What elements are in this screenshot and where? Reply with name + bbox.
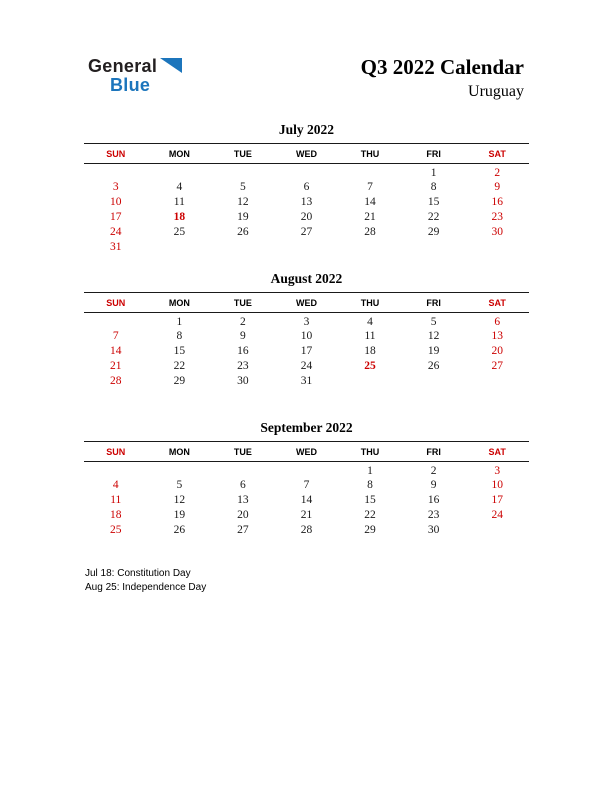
week-row (84, 328, 529, 343)
day-cell: 24 (491, 508, 503, 521)
empty-cell (84, 164, 148, 180)
day-cell: 21 (300, 508, 313, 521)
day-cell: 12 (427, 329, 440, 342)
general-blue-logo (88, 56, 182, 96)
day-cell: 9 (430, 478, 437, 491)
day-cell: 16 (491, 195, 503, 208)
day-cell: 4 (367, 316, 373, 328)
empty-cell (465, 240, 529, 255)
empty-cell (211, 462, 275, 478)
day-cell: 13 (491, 329, 503, 342)
day-cell: 31 (300, 375, 313, 388)
weekday-header-wed: WED (275, 442, 339, 462)
day-cell: 8 (430, 180, 437, 193)
day-cell: 15 (427, 195, 440, 208)
weekday-header-mon: MON (148, 442, 212, 462)
day-cell: 12 (237, 195, 249, 208)
empty-cell (148, 164, 212, 180)
day-cell: 6 (494, 316, 501, 328)
day-cell: 6 (303, 180, 310, 193)
week-row (84, 164, 529, 180)
day-cell: 23 (491, 210, 503, 223)
weekday-header-thu: THU (338, 293, 402, 313)
day-cell: 11 (364, 329, 376, 342)
weekday-header-fri: FRI (402, 442, 466, 462)
week-row (84, 240, 529, 255)
empty-cell (465, 523, 529, 538)
day-cell: 16 (427, 493, 440, 506)
page-subtitle: Uruguay (468, 83, 524, 100)
day-cell: 18 (173, 210, 186, 223)
day-cell: 26 (237, 226, 249, 239)
day-cell: 3 (494, 465, 501, 477)
day-cell: 3 (303, 316, 310, 328)
weekday-header-tue: TUE (211, 144, 275, 164)
week-row (84, 462, 529, 478)
day-cell: 30 (491, 226, 503, 239)
empty-cell (275, 462, 339, 478)
weekday-header-mon: MON (148, 144, 212, 164)
day-cell: 25 (364, 359, 376, 372)
week-row (84, 194, 529, 209)
day-cell: 29 (427, 226, 440, 239)
day-cell: 28 (364, 226, 376, 239)
week-row (84, 523, 529, 538)
week-row (84, 313, 529, 329)
month-table (84, 441, 529, 538)
empty-cell (84, 462, 148, 478)
month-table (84, 292, 529, 389)
empty-cell (84, 313, 148, 329)
day-cell: 18 (364, 344, 376, 357)
day-cell: 21 (364, 210, 376, 223)
day-cell: 24 (300, 359, 313, 372)
day-cell: 5 (240, 180, 246, 193)
day-cell: 25 (110, 524, 122, 537)
day-cell: 21 (110, 359, 122, 372)
empty-cell (211, 164, 275, 180)
weekday-header-tue: TUE (211, 293, 275, 313)
day-cell: 30 (427, 524, 440, 537)
day-cell: 4 (176, 180, 183, 193)
day-cell: 29 (173, 375, 186, 388)
day-cell: 19 (237, 210, 249, 223)
empty-cell (275, 240, 339, 255)
day-cell: 27 (237, 524, 249, 537)
day-cell: 8 (367, 478, 373, 491)
day-cell: 2 (430, 465, 437, 477)
day-cell: 9 (494, 180, 501, 193)
weekday-header-row (84, 442, 529, 462)
calendar-months (84, 121, 529, 568)
week-row (84, 209, 529, 224)
month-title: September 2022 (260, 420, 353, 435)
day-cell: 20 (491, 344, 503, 357)
week-row (84, 374, 529, 389)
day-cell: 10 (300, 329, 313, 342)
week-row (84, 477, 529, 492)
day-cell: 10 (110, 195, 122, 208)
month-title: August 2022 (270, 271, 343, 286)
weekday-header-fri: FRI (402, 144, 466, 164)
empty-cell (338, 164, 402, 180)
day-cell: 19 (427, 344, 440, 357)
day-cell: 23 (237, 359, 249, 372)
weekday-header-row (84, 293, 529, 313)
day-cell: 26 (173, 524, 186, 537)
week-row (84, 358, 529, 373)
weekday-header-sun: SUN (84, 442, 148, 462)
day-cell: 20 (237, 508, 249, 521)
day-cell: 28 (300, 524, 313, 537)
day-cell: 22 (173, 359, 186, 372)
weekday-header-sat: SAT (465, 293, 529, 313)
empty-cell (465, 374, 529, 389)
day-cell: 17 (491, 493, 503, 506)
day-cell: 4 (112, 478, 119, 491)
day-cell: 1 (176, 316, 183, 328)
day-cell: 27 (300, 226, 313, 239)
day-cell: 1 (367, 465, 373, 477)
day-cell: 10 (491, 478, 503, 491)
empty-cell (338, 240, 402, 255)
day-cell: 31 (110, 241, 122, 254)
weekday-header-tue: TUE (211, 442, 275, 462)
empty-cell (402, 240, 466, 255)
month-title: July 2022 (278, 122, 335, 137)
weekday-header-wed: WED (275, 293, 339, 313)
day-cell: 26 (427, 359, 440, 372)
empty-cell (148, 240, 212, 255)
day-cell: 18 (110, 508, 122, 521)
day-cell: 7 (303, 478, 310, 491)
week-row (84, 179, 529, 194)
day-cell: 6 (240, 478, 246, 491)
weekday-header-sun: SUN (84, 144, 148, 164)
day-cell: 1 (430, 167, 437, 179)
day-cell: 29 (364, 524, 376, 537)
day-cell: 17 (300, 344, 313, 357)
day-cell: 14 (300, 493, 313, 506)
month-table (84, 143, 529, 255)
empty-cell (402, 374, 466, 389)
day-cell: 16 (237, 344, 249, 357)
footnote: Aug 25: Independence Day (85, 582, 207, 593)
day-cell: 15 (173, 344, 186, 357)
empty-cell (211, 240, 275, 255)
day-cell: 17 (110, 210, 122, 223)
day-cell: 22 (364, 508, 376, 521)
day-cell: 11 (110, 493, 122, 506)
page-title: Q3 2022 Calendar (360, 55, 524, 79)
day-cell: 19 (173, 508, 186, 521)
month-july (84, 121, 529, 270)
day-cell: 22 (427, 210, 440, 223)
day-cell: 5 (176, 478, 183, 491)
flag-triangle-icon (160, 58, 182, 78)
weekday-header-thu: THU (338, 144, 402, 164)
day-cell: 25 (173, 226, 186, 239)
weekday-header-sun: SUN (84, 293, 148, 313)
day-cell: 13 (237, 493, 249, 506)
day-cell: 24 (110, 226, 122, 239)
day-cell: 27 (491, 359, 503, 372)
day-cell: 30 (237, 375, 249, 388)
day-cell: 8 (176, 329, 183, 342)
day-cell: 14 (364, 195, 376, 208)
footnote: Jul 18: Constitution Day (85, 568, 191, 579)
day-cell: 5 (430, 316, 437, 328)
weekday-header-sat: SAT (465, 144, 529, 164)
title-block (361, 54, 524, 102)
day-cell: 2 (494, 167, 501, 179)
day-cell: 2 (240, 316, 246, 328)
day-cell: 15 (364, 493, 376, 506)
day-cell: 9 (240, 329, 246, 342)
weekday-header-sat: SAT (465, 442, 529, 462)
empty-cell (338, 374, 402, 389)
week-row (84, 225, 529, 240)
month-september (84, 419, 529, 568)
weekday-header-row (84, 144, 529, 164)
day-cell: 7 (112, 329, 119, 342)
day-cell: 11 (173, 195, 185, 208)
weekday-header-wed: WED (275, 144, 339, 164)
week-row (84, 492, 529, 507)
weekday-header-thu: THU (338, 442, 402, 462)
day-cell: 13 (300, 195, 313, 208)
week-row (84, 343, 529, 358)
month-august (84, 270, 529, 419)
footnotes (85, 567, 206, 595)
empty-cell (275, 164, 339, 180)
day-cell: 20 (300, 210, 313, 223)
day-cell: 14 (110, 344, 122, 357)
weekday-header-mon: MON (148, 293, 212, 313)
day-cell: 12 (173, 493, 186, 506)
day-cell: 23 (427, 508, 440, 521)
logo-word-blue: Blue (110, 75, 151, 95)
weekday-header-fri: FRI (402, 293, 466, 313)
day-cell: 28 (110, 375, 122, 388)
day-cell: 3 (112, 180, 119, 193)
day-cell: 7 (367, 180, 373, 193)
logo-word-general: General (88, 56, 158, 76)
empty-cell (148, 462, 212, 478)
week-row (84, 507, 529, 522)
